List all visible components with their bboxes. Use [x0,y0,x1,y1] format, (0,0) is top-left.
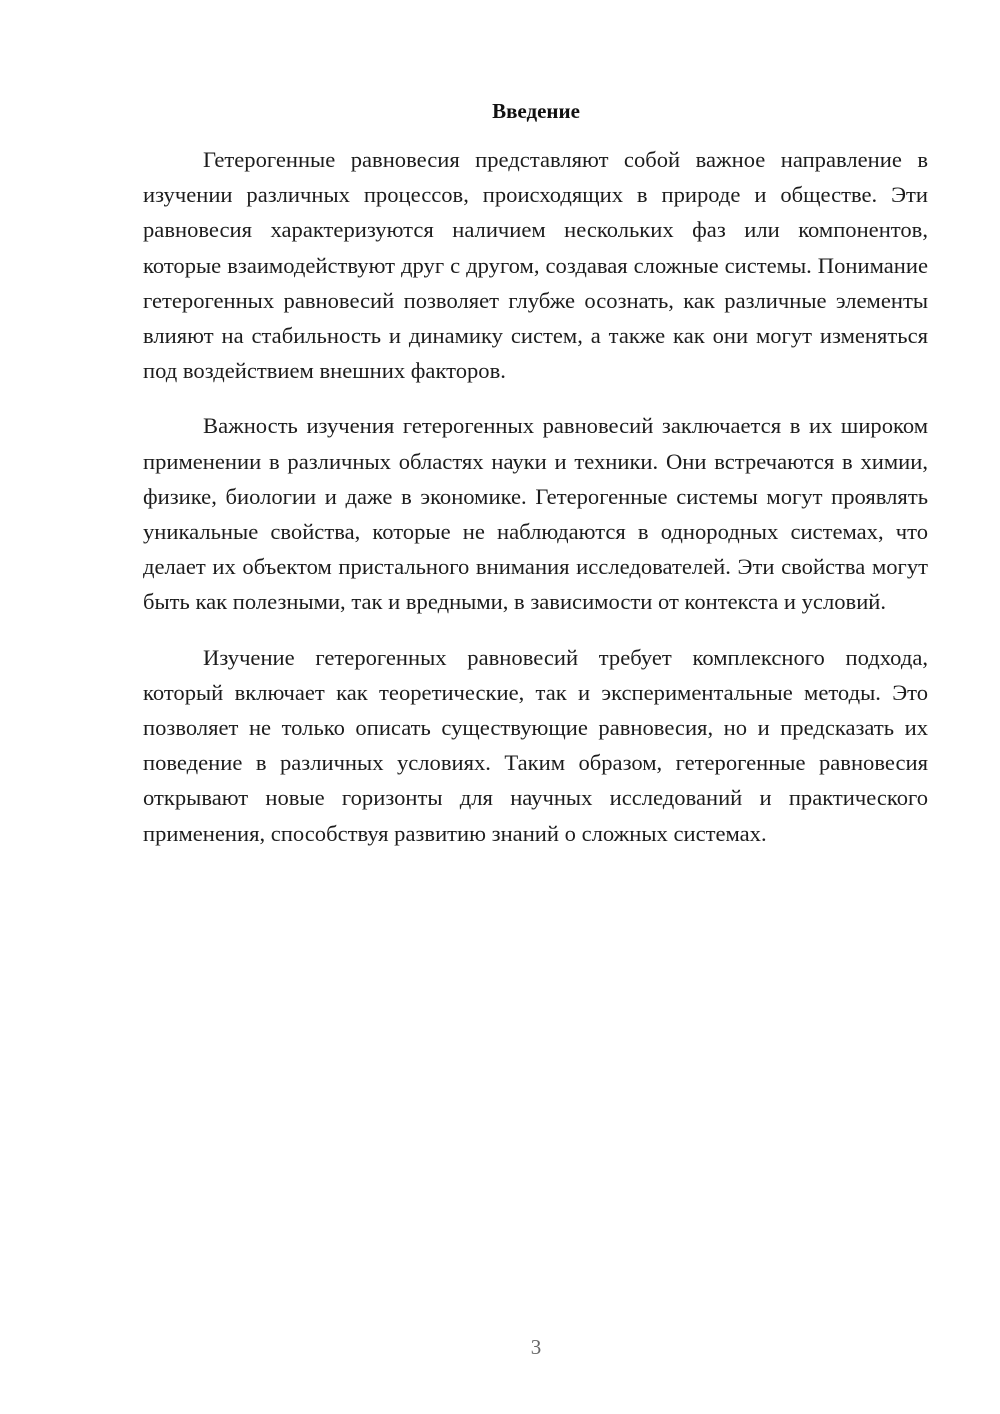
paragraph-3: Изучение гетерогенных равновесий требует комплексного подхода, который включает как теоретические, так и экспериментальные методы. Это позволяет не только описать существующие равновесия, но и предсказать их поведение в различных условиях. Таким образом, гетерогенные равновесия открывают новые горизонты для научных исследований и практического применения, способствуя развитию знаний о сложных системах. [143,644,928,846]
section-heading: Введение [492,99,580,123]
paragraph-1: Гетерогенные равновесия представляют собой важное направление в изучении различных процессов, происходящих в природе и обществе. Эти равновесия характеризуются наличием нескольких фаз или компонентов, которые взаимодействуют друг с другом, создавая сложные системы. Понимание гетерогенных равновесий позволяет глубже осознать, как различные элементы влияют на стабильность и динамику систем, а также как они могут изменяться под воздействием внешних факторов. [143,147,928,384]
paragraph-2: Важность изучения гетерогенных равновесий заключается в их широком применении в различных областях науки и техники. Они встречаются в химии, физике, биологии и даже в экономике. Гетерогенные системы могут проявлять уникальные свойства, которые не наблюдаются в однородных системах, что делает их объектом пристального внимания исследователей. Эти свойства могут быть как полезными, так и вредными, в зависимости от контекста и условий. [143,413,928,615]
body-text [143,142,928,871]
page-number: 3 [530,1335,542,1359]
